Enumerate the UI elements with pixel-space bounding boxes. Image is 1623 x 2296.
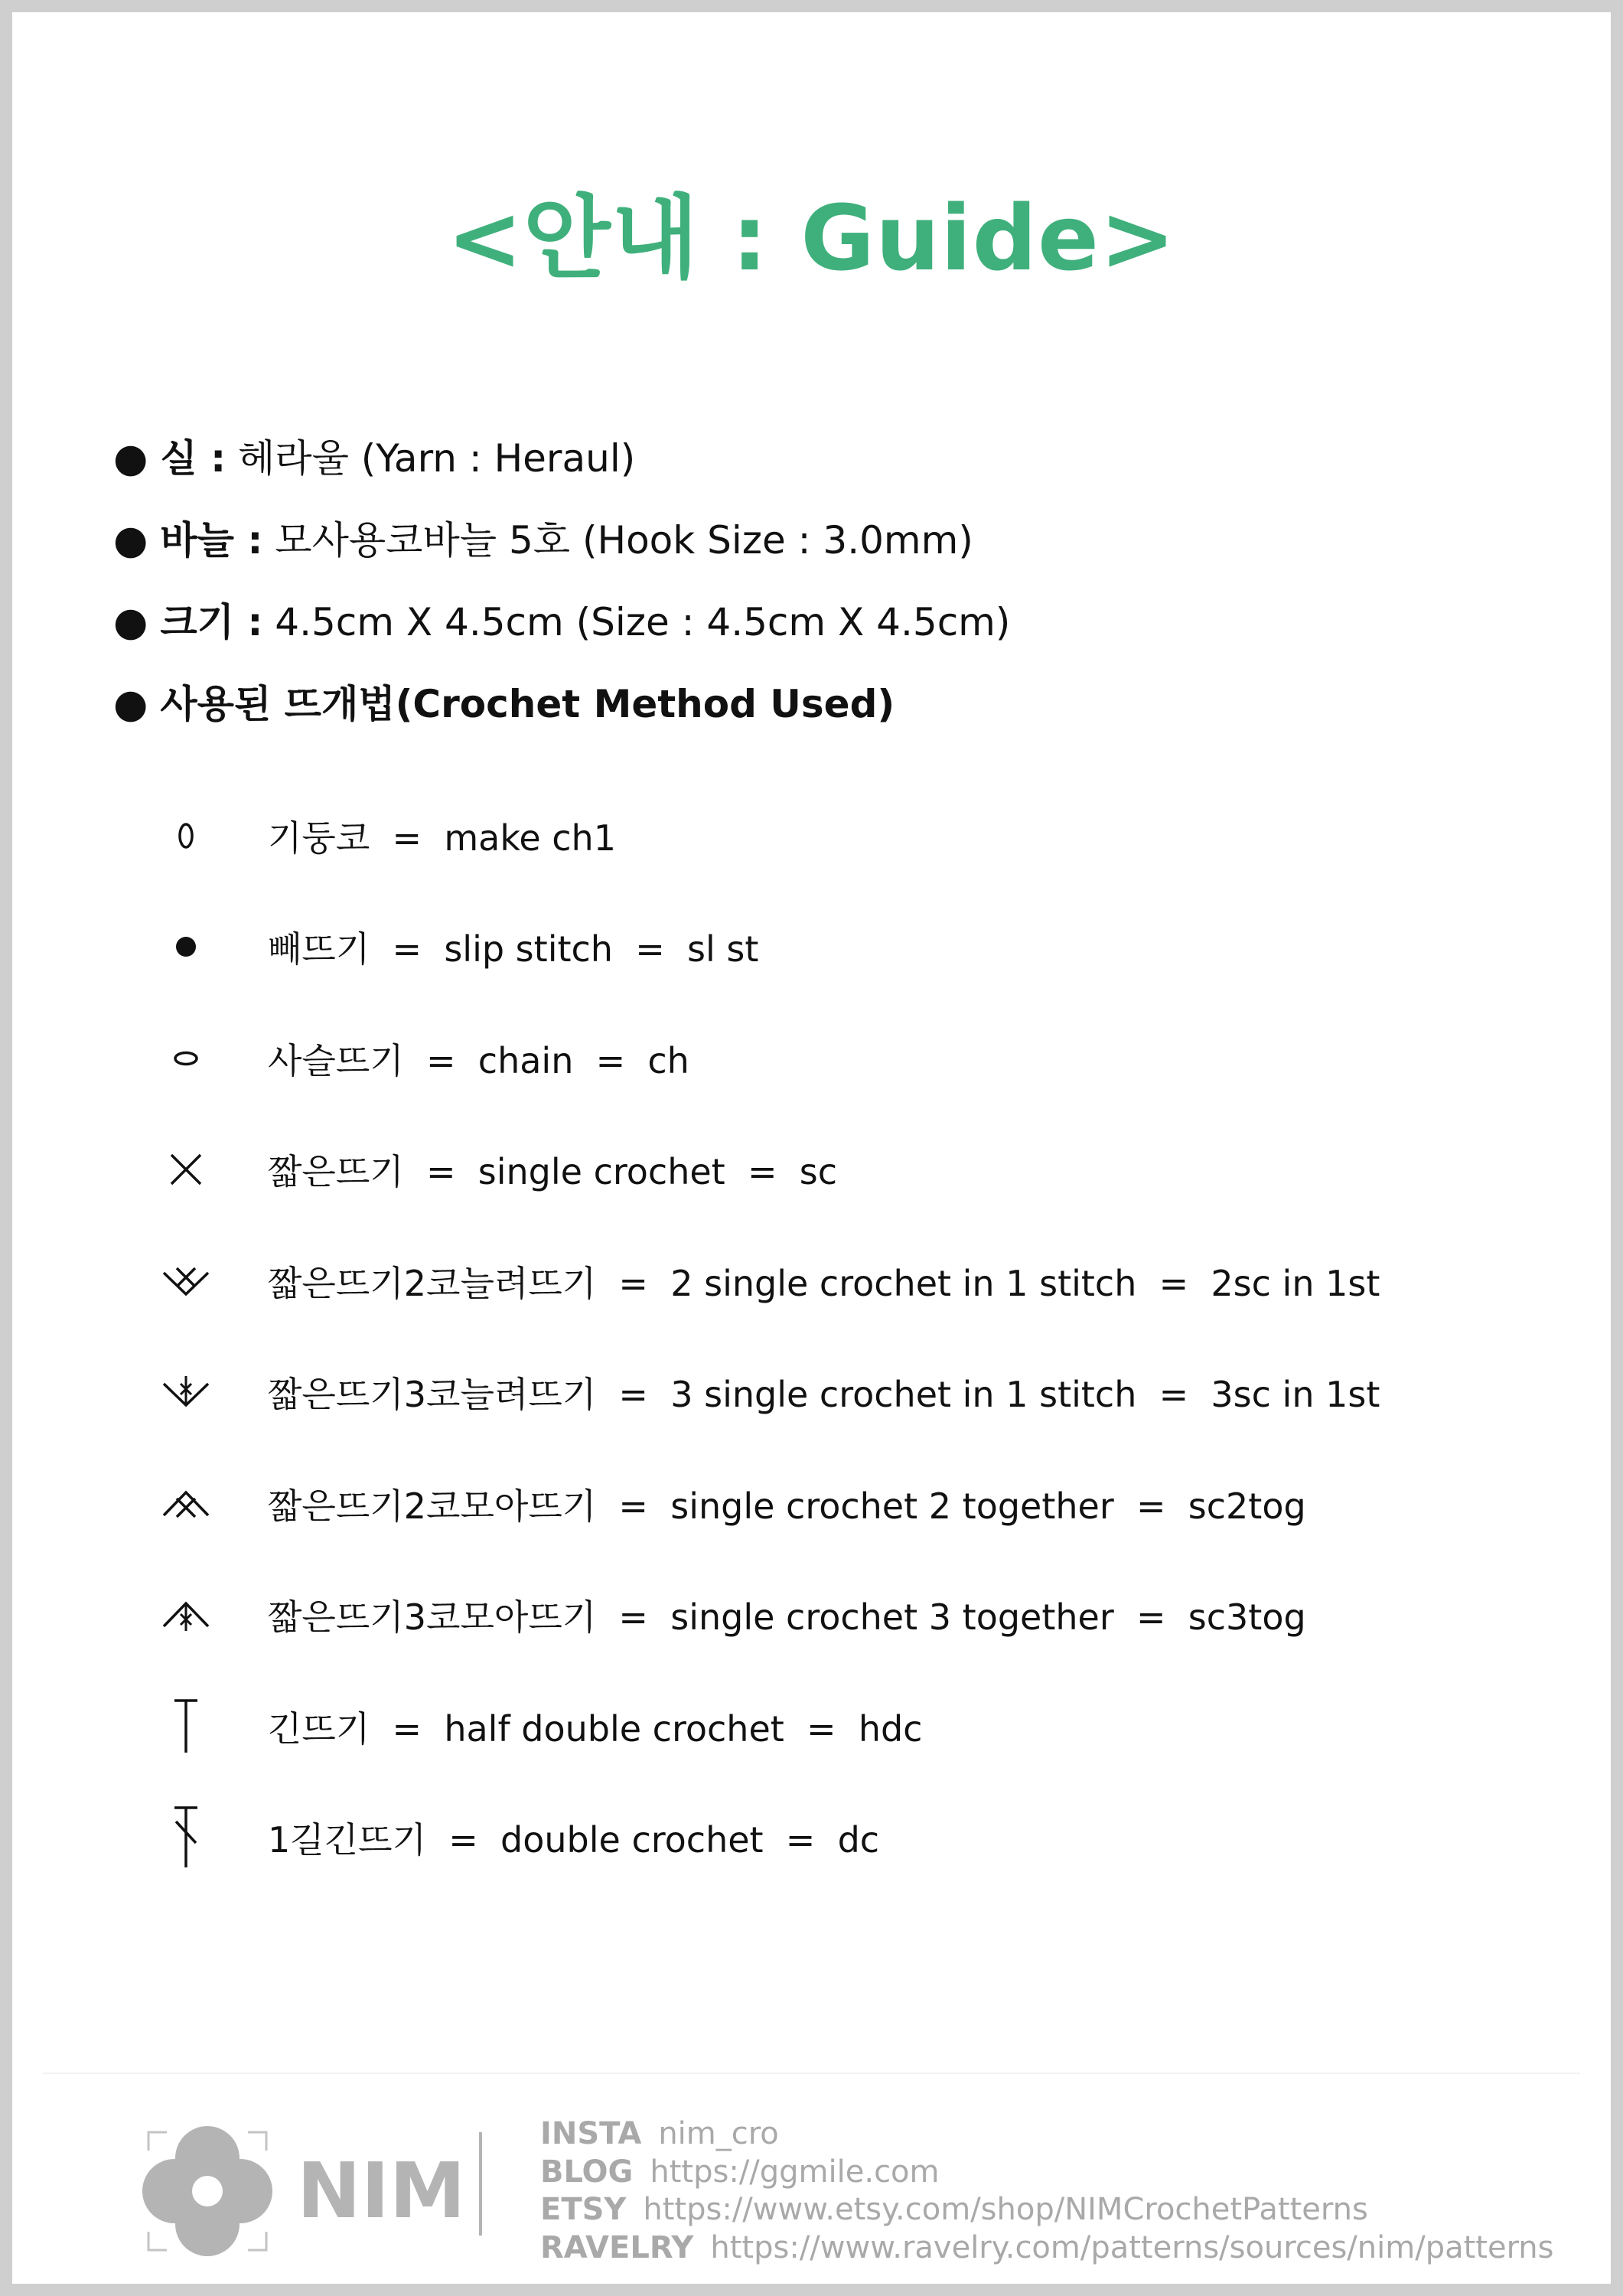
double-crochet-icon	[158, 1807, 214, 1868]
sc-increase-2-icon	[158, 1251, 214, 1312]
stitch-description: 1길긴뜨기 = double crochet = dc	[268, 1819, 880, 1861]
contact-key: ETSY	[540, 2192, 627, 2227]
info-label: 크기 :	[160, 600, 263, 644]
etsy-link[interactable]: https://www.etsy.com/shop/NIMCrochetPatterns	[643, 2192, 1368, 2227]
info-value: 모사용코바늘 5호 (Hook Size : 3.0mm)	[262, 518, 973, 563]
bullet-icon: ●	[113, 517, 148, 563]
slip-stitch-dot-icon	[158, 916, 214, 977]
stitch-row	[158, 892, 1380, 1003]
bullet-icon: ●	[113, 435, 148, 481]
stitch-row	[158, 1560, 1380, 1671]
info-value: 헤라울 (Yarn : Heraul)	[226, 436, 636, 481]
zero-symbol-icon	[158, 805, 214, 866]
stitch-description: 짧은뜨기2코모아뜨기 = single crochet 2 together = sc2tog	[268, 1485, 1306, 1527]
info-label: 사용된 뜨개법(Crochet Method Used)	[160, 682, 895, 726]
contact-key: INSTA	[540, 2116, 642, 2151]
info-methods	[113, 664, 1010, 745]
stitch-row	[158, 1671, 1380, 1782]
info-value: 4.5cm X 4.5cm (Size : 4.5cm X 4.5cm)	[262, 600, 1011, 644]
contact-etsy	[540, 2191, 1554, 2229]
contact-blog	[540, 2154, 1554, 2192]
single-crochet-x-icon	[158, 1139, 214, 1200]
contact-key: RAVELRY	[540, 2229, 694, 2265]
stitch-description: 긴뜨기 = half double crochet = hdc	[268, 1707, 923, 1750]
stitch-description: 짧은뜨기2코늘려뜨기 = 2 single crochet in 1 stitch = 2sc in 1st	[268, 1262, 1380, 1304]
blog-link[interactable]: https://ggmile.com	[650, 2154, 940, 2190]
half-double-crochet-icon	[158, 1696, 214, 1757]
chain-oval-icon	[158, 1028, 214, 1089]
stitch-legend	[158, 780, 1380, 1893]
info-hook	[113, 500, 1010, 582]
footer-separator	[479, 2132, 482, 2236]
stitch-row	[158, 1225, 1380, 1337]
info-yarn	[113, 418, 1010, 500]
info-list	[113, 418, 1010, 745]
stitch-description: 짧은뜨기3코모아뜨기 = single crochet 3 together = sc3tog	[268, 1596, 1306, 1639]
stitch-description: 빼뜨기 = slip stitch = sl st	[268, 928, 759, 970]
stitch-row	[158, 1782, 1380, 1894]
stitch-description: 사슬뜨기 = chain = ch	[268, 1039, 689, 1081]
page-title: <안내 : Guide>	[447, 185, 1176, 291]
stitch-row	[158, 1114, 1380, 1226]
sc-increase-3-icon	[158, 1362, 214, 1423]
sc-decrease-2-icon	[158, 1473, 214, 1534]
contact-list	[540, 2115, 1554, 2267]
bullet-icon: ●	[113, 599, 148, 645]
info-label: 실 :	[160, 436, 227, 481]
stitch-description: 짧은뜨기 = single crochet = sc	[268, 1151, 837, 1193]
contact-value[interactable]: nim_cro	[658, 2116, 779, 2151]
stitch-description: 기둥코 = make ch1	[268, 817, 616, 859]
nim-logo-icon	[135, 2118, 280, 2264]
bullet-icon: ●	[113, 681, 148, 727]
stitch-row	[158, 780, 1380, 892]
ravelry-link[interactable]: https://www.ravelry.com/patterns/sources/nim/patterns	[710, 2229, 1554, 2265]
stitch-row	[158, 1003, 1380, 1114]
brand-name: NIM	[297, 2146, 466, 2236]
info-size	[113, 582, 1010, 664]
contact-key: BLOG	[540, 2154, 634, 2190]
info-label: 바늘 :	[160, 518, 263, 563]
sc-decrease-3-icon	[158, 1584, 214, 1645]
contact-ravelry	[540, 2229, 1554, 2268]
contact-insta	[540, 2115, 1554, 2154]
stitch-description: 짧은뜨기3코늘려뜨기 = 3 single crochet in 1 stitch = 3sc in 1st	[268, 1374, 1380, 1416]
guide-page	[12, 12, 1611, 2284]
footer-divider	[43, 2073, 1580, 2074]
stitch-row	[158, 1337, 1380, 1449]
stitch-row	[158, 1448, 1380, 1560]
